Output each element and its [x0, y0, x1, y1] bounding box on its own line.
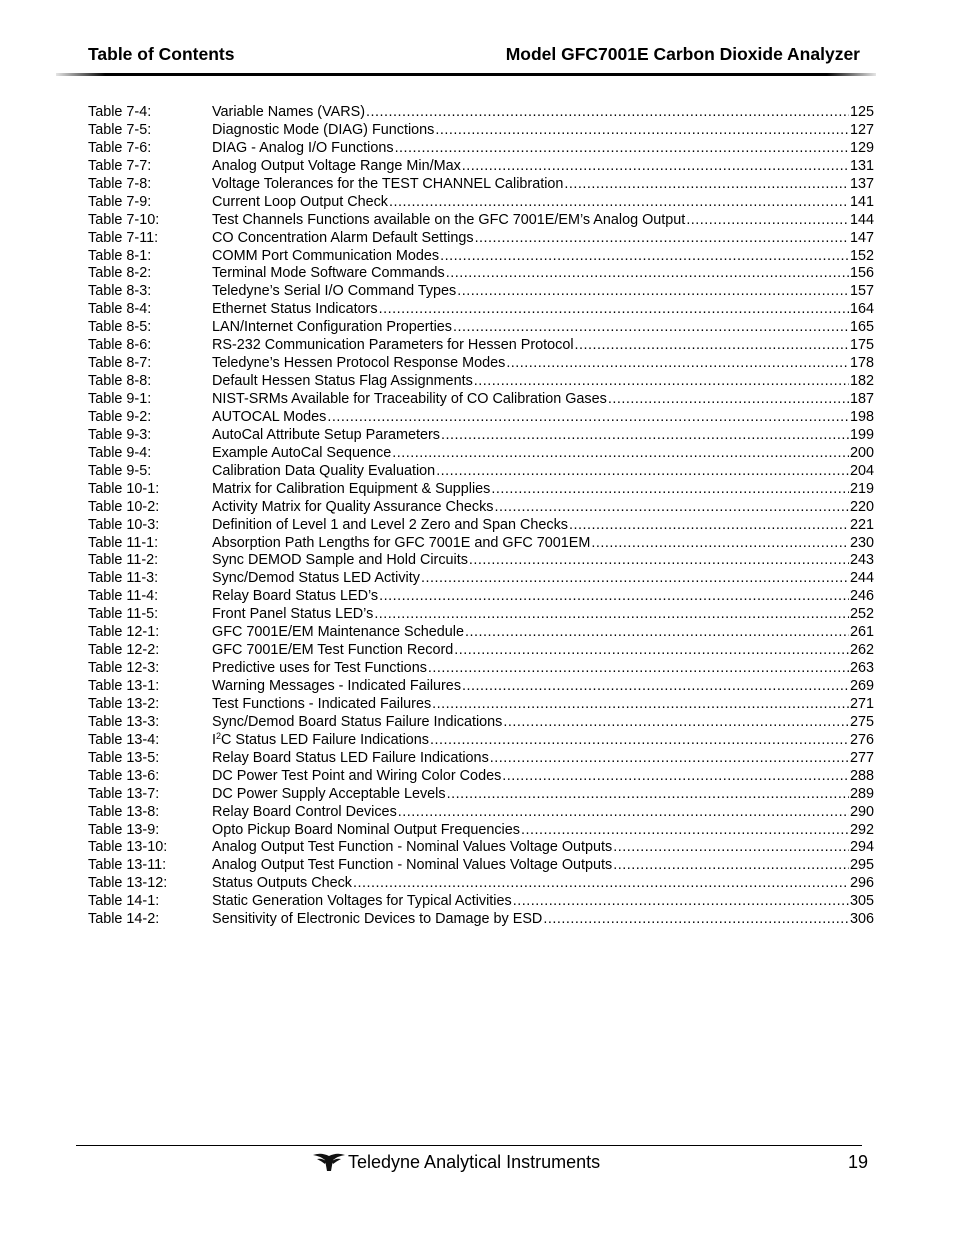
toc-entry-page-number: 262	[849, 642, 874, 659]
teledyne-logo-icon	[312, 1151, 346, 1173]
toc-dot-leader	[686, 212, 849, 230]
toc-dot-leader	[432, 696, 849, 714]
toc-entry[interactable]	[88, 301, 874, 319]
toc-entry-title: Test Functions - Indicated Failures	[212, 695, 432, 712]
toc-entry-title: Definition of Level 1 and Level 2 Zero and Span Checks	[212, 516, 568, 533]
toc-dot-leader	[502, 768, 849, 786]
toc-entry-table-number: Table 7-5:	[88, 121, 152, 138]
toc-entry-table-number: Table 11-4:	[88, 588, 159, 605]
toc-entry[interactable]	[88, 409, 874, 427]
toc-entry-page-number: 276	[849, 731, 874, 748]
toc-entry-title: RS-232 Communication Parameters for Hessen Protocol	[212, 337, 574, 354]
toc-entry[interactable]	[88, 427, 874, 445]
toc-entry-table-number: Table 13-7:	[88, 785, 160, 802]
toc-dot-leader	[447, 786, 849, 804]
toc-entry-page-number: 125	[849, 104, 874, 120]
toc-entry-title: Ethernet Status Indicators	[212, 301, 378, 318]
toc-entry-page-number: 243	[849, 552, 874, 569]
toc-entry-title: Front Panel Status LED’s	[212, 606, 374, 623]
toc-dot-leader	[454, 642, 849, 660]
toc-entry-table-number: Table 13-6:	[88, 767, 160, 784]
toc-entry-table-number: Table 10-1:	[88, 480, 160, 497]
header-section-title: Table of Contents	[88, 44, 235, 64]
toc-entry-table-number: Table 7-8:	[88, 175, 152, 192]
toc-entry-title: Absorption Path Lengths for GFC 7001E and GFC 7001EM	[212, 534, 591, 551]
toc-entry[interactable]	[88, 319, 874, 337]
toc-entry-table-number: Table 11-2:	[88, 552, 159, 569]
toc-entry-page-number: 131	[849, 157, 874, 174]
footer-company-name: Teledyne Analytical Instruments	[348, 1152, 601, 1172]
toc-entry-title: Analog Output Voltage Range Min/Max	[212, 157, 461, 174]
toc-entry-title: Analog Output Test Function - Nominal Values Voltage Outputs	[212, 839, 613, 856]
toc-entry[interactable]	[88, 230, 874, 248]
toc-dot-leader	[446, 265, 849, 283]
toc-entry-title: Relay Board Control Devices	[212, 803, 397, 820]
toc-entry-page-number: 292	[849, 821, 874, 838]
toc-dot-leader	[392, 445, 849, 463]
toc-entry-page-number: 199	[849, 426, 874, 443]
toc-entry-page-number: 263	[849, 660, 874, 677]
toc-entry-page-number: 152	[849, 247, 874, 264]
toc-entry-page-number: 246	[849, 588, 874, 605]
toc-entry-title: Relay Board Status LED’s	[212, 588, 379, 605]
toc-entry-title: Calibration Data Quality Evaluation	[212, 462, 436, 479]
toc-entry-page-number: 294	[849, 839, 874, 856]
toc-entry[interactable]	[88, 875, 874, 893]
toc-entry-table-number: Table 13-12:	[88, 875, 168, 892]
toc-dot-leader	[462, 158, 849, 176]
header-rule	[56, 73, 876, 76]
toc-dot-leader	[440, 248, 849, 266]
toc-entry-page-number: 277	[849, 749, 874, 766]
toc-entry-page-number: 198	[849, 408, 874, 425]
toc-entry-title: NIST-SRMs Available for Traceability of CO Calibration Gases	[212, 391, 607, 407]
toc-dot-leader	[428, 660, 849, 678]
toc-entry-title: Static Generation Voltages for Typical Activities	[212, 893, 512, 910]
toc-entry[interactable]	[88, 660, 874, 678]
toc-entry[interactable]	[88, 463, 874, 481]
toc-dot-leader	[613, 839, 849, 857]
toc-entry[interactable]	[88, 517, 874, 535]
toc-entry-table-number: Table 13-11:	[88, 857, 167, 874]
toc-dot-leader	[374, 606, 849, 624]
toc-entry-title: Voltage Tolerances for the TEST CHANNEL Calibration	[212, 175, 564, 192]
toc-dot-leader	[395, 140, 849, 158]
toc-entry-page-number: 164	[849, 301, 874, 318]
toc-entry[interactable]	[88, 158, 874, 176]
toc-entry-table-number: Table 12-1:	[88, 624, 160, 641]
toc-entry[interactable]	[88, 176, 874, 194]
toc-entry-title: Test Channels Functions available on the GFC 7001E/EM’s Analog Output	[212, 211, 686, 228]
toc-entry-page-number: 261	[849, 624, 874, 641]
toc-dot-leader	[491, 481, 849, 499]
toc-entry-title: Variable Names (VARS)	[212, 104, 366, 120]
toc-entry[interactable]	[88, 822, 874, 840]
toc-dot-leader	[613, 857, 849, 875]
toc-entry-title: Matrix for Calibration Equipment & Supplies	[212, 480, 491, 497]
toc-entry-title: Activity Matrix for Quality Assurance Checks	[212, 498, 494, 515]
toc-entry-table-number: Table 13-4:	[88, 731, 160, 748]
toc-entry-table-number: Table 13-9:	[88, 821, 160, 838]
toc-dot-leader	[430, 732, 849, 750]
toc-entry-table-number: Table 13-2:	[88, 695, 160, 712]
toc-entry-table-number: Table 13-3:	[88, 713, 160, 730]
toc-entry[interactable]	[88, 588, 874, 606]
page-header	[88, 44, 860, 66]
toc-entry-table-number: Table 10-3:	[88, 516, 160, 533]
toc-entry[interactable]	[88, 499, 874, 517]
toc-entry-table-number: Table 11-3:	[88, 570, 159, 587]
toc-entry[interactable]	[88, 804, 874, 822]
toc-entry-page-number: 252	[849, 606, 874, 623]
toc-entry-title: $I^2C$ Status LED Failure Indications	[212, 731, 429, 748]
toc-dot-leader	[503, 714, 849, 732]
toc-entry-title: COMM Port Communication Modes	[212, 247, 440, 264]
toc-entry-table-number: Table 7-7:	[88, 157, 152, 174]
toc-entry-title: Teledyne’s Serial I/O Command Types	[212, 283, 457, 300]
toc-entry-title: Warning Messages - Indicated Failures	[212, 678, 462, 694]
toc-entry-title: Sync/Demod Board Status Failure Indications	[212, 713, 503, 730]
toc-entry[interactable]	[88, 373, 874, 391]
toc-entry-title: Status Outputs Check	[212, 875, 352, 892]
toc-dot-leader	[366, 104, 849, 122]
toc-entry-page-number: 129	[849, 139, 874, 156]
toc-dot-leader	[575, 337, 849, 355]
toc-entry-table-number: Table 8-4:	[88, 301, 152, 318]
toc-entry-page-number: 306	[849, 911, 874, 928]
toc-entry-title: Sensitivity of Electronic Devices to Damage by ESD	[212, 911, 543, 928]
toc-entry[interactable]	[88, 750, 874, 768]
toc-entry[interactable]	[88, 194, 874, 212]
toc-entry-title: GFC 7001E/EM Maintenance Schedule	[212, 624, 464, 641]
toc-entry-page-number: 288	[849, 767, 874, 784]
toc-entry-page-number: 219	[849, 480, 874, 497]
toc-dot-leader	[436, 463, 849, 481]
toc-entry[interactable]	[88, 696, 874, 714]
toc-dot-leader	[475, 230, 849, 248]
toc-entry-title: Sync/Demod Status LED Activity	[212, 570, 420, 587]
toc-entry-table-number: Table 11-1:	[88, 534, 159, 551]
toc-entry-page-number: 271	[849, 695, 874, 712]
toc-dot-leader	[521, 822, 849, 840]
toc-dot-leader	[379, 301, 849, 319]
toc-entry[interactable]	[88, 283, 874, 301]
toc-dot-leader	[608, 391, 849, 409]
toc-entry-table-number: Table 13-1:	[88, 678, 160, 694]
toc-dot-leader	[569, 517, 849, 535]
toc-dot-leader	[513, 893, 849, 911]
toc-entry-table-number: Table 13-5:	[88, 749, 160, 766]
toc-entry-table-number: Table 8-6:	[88, 337, 152, 354]
toc-dot-leader	[469, 552, 849, 570]
toc-entry-page-number: 182	[849, 373, 874, 390]
toc-dot-leader	[457, 283, 849, 301]
toc-dot-leader	[462, 678, 849, 696]
header-document-title: Model GFC7001E Carbon Dioxide Analyzer	[505, 44, 860, 64]
toc-entry-page-number: 220	[849, 498, 874, 515]
toc-entry[interactable]	[88, 624, 874, 642]
toc-entry[interactable]	[88, 104, 874, 122]
toc-entry-title: Sync DEMOD Sample and Hold Circuits	[212, 552, 468, 569]
toc-entry-title: DIAG - Analog I/O Functions	[212, 139, 394, 156]
toc-entry[interactable]	[88, 857, 874, 875]
toc-entry-page-number: 289	[849, 785, 874, 802]
footer-rule	[76, 1145, 862, 1146]
toc-entry-title: LAN/Internet Configuration Properties	[212, 319, 452, 336]
toc-entry-table-number: Table 8-7:	[88, 355, 152, 372]
toc-dot-leader	[591, 535, 849, 553]
toc-entry-table-number: Table 12-2:	[88, 642, 160, 659]
toc-entry[interactable]	[88, 552, 874, 570]
toc-entry[interactable]	[88, 732, 874, 750]
toc-entry-title: AutoCal Attribute Setup Parameters	[212, 426, 440, 443]
toc-entry-table-number: Table 11-5:	[88, 606, 159, 623]
toc-entry-table-number: Table 12-3:	[88, 660, 160, 677]
toc-dot-leader	[564, 176, 849, 194]
toc-entry-table-number: Table 8-1:	[88, 247, 152, 264]
toc-entry-page-number: 127	[849, 121, 874, 138]
toc-entry-title: Teledyne’s Hessen Protocol Response Modes	[212, 355, 506, 372]
toc-entry[interactable]	[88, 481, 874, 499]
toc-entry-page-number: 295	[849, 857, 874, 874]
toc-dot-leader	[453, 319, 849, 337]
toc-dot-leader	[398, 804, 849, 822]
toc-entry-title: Opto Pickup Board Nominal Output Frequencies	[212, 821, 520, 838]
toc-entry[interactable]	[88, 140, 874, 158]
toc-dot-leader	[421, 570, 849, 588]
toc-entry[interactable]	[88, 893, 874, 911]
toc-entry-page-number: 200	[849, 444, 874, 461]
toc-entry-table-number: Table 7-11:	[88, 229, 159, 246]
toc-entry-title: Current Loop Output Check	[212, 193, 388, 210]
toc-entry-page-number: 175	[849, 337, 874, 354]
toc-dot-leader	[389, 194, 849, 212]
toc-entry-title: CO Concentration Alarm Default Settings	[212, 229, 474, 246]
toc-entry-title: Diagnostic Mode (DIAG) Functions	[212, 121, 435, 138]
toc-entry-title: Terminal Mode Software Commands	[212, 265, 445, 282]
toc-entry-page-number: 147	[849, 229, 874, 246]
toc-entry[interactable]	[88, 786, 874, 804]
toc-entry[interactable]	[88, 355, 874, 373]
page-number: 19	[847, 1152, 868, 1172]
toc-entry[interactable]	[88, 212, 874, 230]
toc-dot-leader	[490, 750, 849, 768]
toc-entry-title: Relay Board Status LED Failure Indications	[212, 749, 489, 766]
toc-entry-page-number: 290	[849, 803, 874, 820]
toc-entry-page-number: 178	[849, 355, 874, 372]
toc-entry[interactable]	[88, 839, 874, 857]
toc-entry-table-number: Table 7-10:	[88, 211, 160, 228]
toc-dot-leader	[353, 875, 849, 893]
toc-entry-page-number: 157	[849, 283, 874, 300]
toc-entry-page-number: 221	[849, 516, 874, 533]
toc-entry-table-number: Table 7-6:	[88, 139, 152, 156]
toc-entry-title: AUTOCAL Modes	[212, 408, 327, 425]
toc-dot-leader	[465, 624, 849, 642]
toc-entry[interactable]	[88, 535, 874, 553]
toc-dot-leader	[435, 122, 849, 140]
toc-entry-page-number: 144	[849, 211, 874, 228]
toc-entry-title: Predictive uses for Test Functions	[212, 660, 427, 677]
toc-entry[interactable]	[88, 122, 874, 140]
toc-entry-page-number: 187	[849, 391, 874, 407]
toc-entry-page-number: 275	[849, 713, 874, 730]
toc-entry-page-number: 296	[849, 875, 874, 892]
toc-entry-table-number: Table 8-3:	[88, 283, 152, 300]
toc-dot-leader	[495, 499, 849, 517]
toc-entry-table-number: Table 8-5:	[88, 319, 152, 336]
toc-entry[interactable]	[88, 337, 874, 355]
page-footer	[312, 1150, 600, 1174]
toc-entry-table-number: Table 10-2:	[88, 498, 160, 515]
toc-entry-title: DC Power Supply Acceptable Levels	[212, 785, 446, 802]
toc-entry-table-number: Table 13-10:	[88, 839, 168, 856]
toc-entry-title: GFC 7001E/EM Test Function Record	[212, 642, 454, 659]
toc-entry-page-number: 137	[849, 175, 874, 192]
toc-entry-table-number: Table 9-3:	[88, 426, 152, 443]
toc-entry[interactable]	[88, 714, 874, 732]
toc-entry[interactable]	[88, 445, 874, 463]
toc-entry[interactable]	[88, 606, 874, 624]
toc-entry-table-number: Table 8-2:	[88, 265, 152, 282]
toc-entry-title: Example AutoCal Sequence	[212, 444, 392, 461]
toc-entry-table-number: Table 8-8:	[88, 373, 152, 390]
toc-entry-page-number: 156	[849, 265, 874, 282]
toc-dot-leader	[379, 588, 849, 606]
toc-entry-table-number: Table 7-9:	[88, 193, 152, 210]
toc-entry-table-number: Table 7-4:	[88, 104, 152, 120]
toc-entry-page-number: 165	[849, 319, 874, 336]
toc-entry-title: DC Power Test Point and Wiring Color Codes	[212, 767, 502, 784]
toc-entry-table-number: Table 13-8:	[88, 803, 160, 820]
toc-dot-leader	[543, 911, 849, 929]
toc-entry-page-number: 230	[849, 534, 874, 551]
toc-entry-page-number: 244	[849, 570, 874, 587]
toc-entry[interactable]	[88, 911, 874, 929]
toc-dot-leader	[441, 427, 849, 445]
toc-entry-table-number: Table 9-1:	[88, 391, 152, 407]
toc-entry-table-number: Table 14-2:	[88, 911, 160, 928]
toc-dot-leader	[474, 373, 849, 391]
toc-entry[interactable]	[88, 678, 874, 696]
toc-entry-page-number: 269	[849, 678, 874, 694]
toc-entry[interactable]	[88, 391, 874, 409]
toc-entry[interactable]	[88, 265, 874, 283]
toc-entry[interactable]	[88, 768, 874, 786]
table-of-contents-list	[88, 104, 874, 929]
toc-entry-table-number: Table 9-2:	[88, 408, 152, 425]
toc-entry[interactable]	[88, 570, 874, 588]
toc-entry-table-number: Table 9-4:	[88, 444, 152, 461]
toc-entry[interactable]	[88, 642, 874, 660]
toc-entry-title: Default Hessen Status Flag Assignments	[212, 373, 473, 390]
toc-entry-title: Analog Output Test Function - Nominal Values Voltage Outputs	[212, 857, 613, 874]
toc-entry-page-number: 305	[849, 893, 874, 910]
toc-entry-page-number: 204	[849, 462, 874, 479]
toc-entry-page-number: 141	[849, 193, 874, 210]
toc-entry-table-number: Table 14-1:	[88, 893, 160, 910]
toc-dot-leader	[327, 409, 849, 427]
toc-dot-leader	[506, 355, 849, 373]
toc-entry-table-number: Table 9-5:	[88, 462, 152, 479]
toc-entry[interactable]	[88, 248, 874, 266]
